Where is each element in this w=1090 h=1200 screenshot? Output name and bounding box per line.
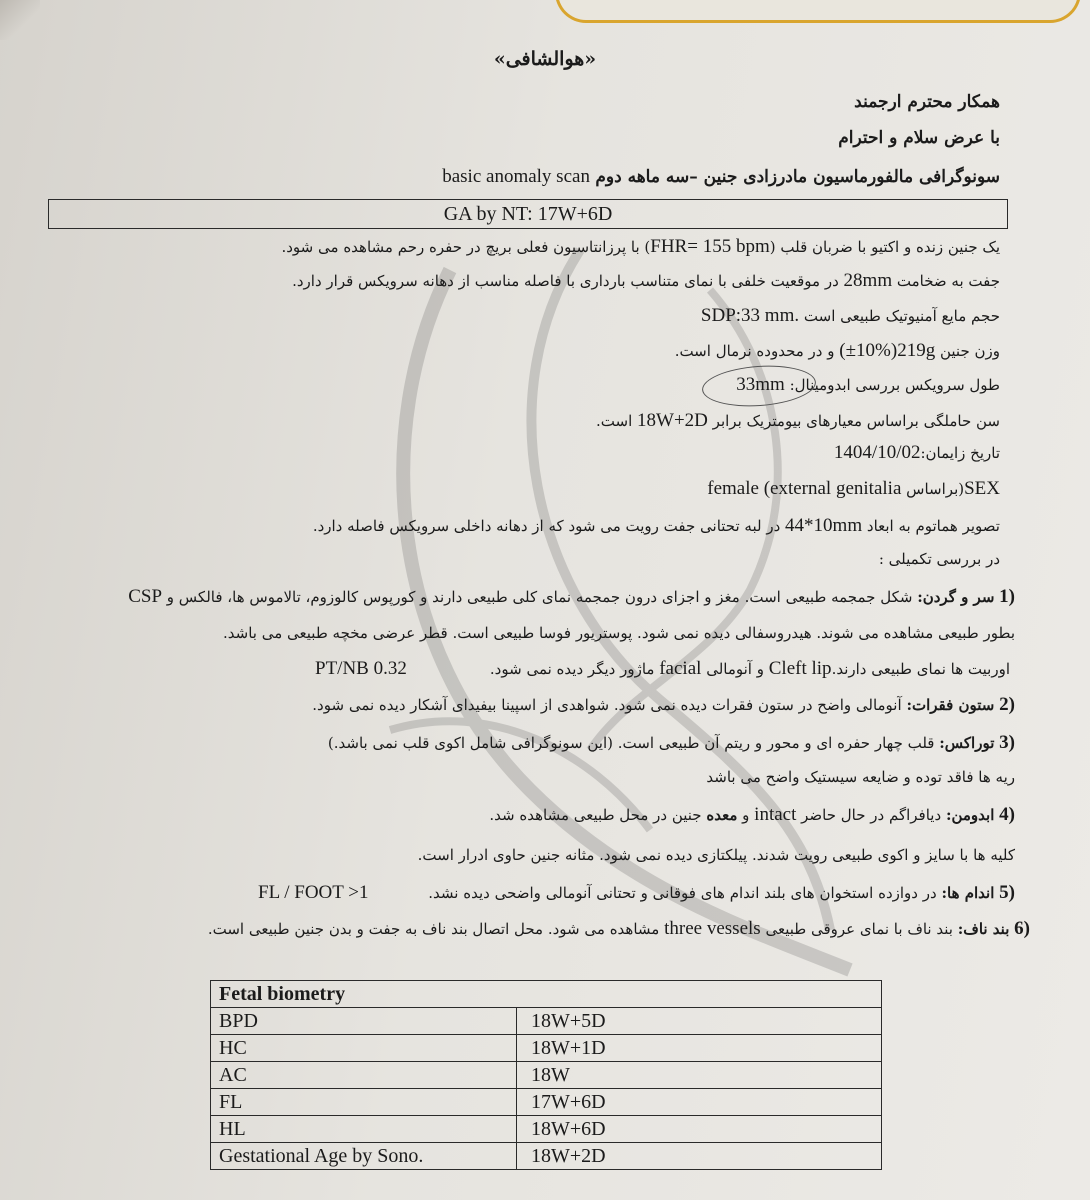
section-head-neck-line-2: بطور طبیعی مشاهده می شوند. هیدروسفالی دیده نمی شود. پوستریور فوسا طبیعی است. قطر عرضی مخچه طبیعی می باشد. xyxy=(223,624,1015,642)
biometry-value: 18W+5D xyxy=(517,1008,882,1035)
table-row xyxy=(211,1089,882,1116)
section-cord xyxy=(208,918,1030,940)
table-header: Fetal biometry xyxy=(211,981,882,1008)
report-title-fa: سونوگرافی مالفورماسیون مادرزادی جنین –سه ماهه دوم xyxy=(595,167,1000,187)
sex-label: SEX xyxy=(964,478,1000,499)
biometry-label: HL xyxy=(211,1116,517,1143)
weight-label: وزن جنین xyxy=(939,342,1000,360)
pt-nb-ratio: PT/NB 0.32 xyxy=(315,658,407,679)
section-2-title: ستون فقرات: xyxy=(906,696,995,714)
biometry-value: 18W xyxy=(517,1062,882,1089)
letterhead-invocation: «هوالشافی» xyxy=(493,48,597,70)
section-1-text: شکل جمجمه طبیعی است. مغز و اجزای درون جمجمه نمای کلی طبیعی دارند و کورپوس کالوزوم، تالاموس ها، فالکس و xyxy=(166,588,913,606)
cleft-lip-term: Cleft lip xyxy=(768,658,832,679)
section-1-title: سر و گردن: xyxy=(917,588,995,606)
biometry-label: FL xyxy=(211,1089,517,1116)
page-corner-shadow xyxy=(0,0,40,40)
ga-text: است. xyxy=(596,412,633,430)
section-2-number: 2) xyxy=(999,694,1015,715)
placenta-thickness: 28mm xyxy=(843,270,893,291)
biometry-label: BPD xyxy=(211,1008,517,1035)
finding-ga xyxy=(596,410,1000,432)
finding-sex xyxy=(707,478,1000,500)
heartbeat-text: یک جنین زنده و اکتیو با ضربان قلب ( xyxy=(769,238,1000,256)
section-3-text: قلب چهار حفره ای و محور و ریتم آن طبیعی است. (این سونوگرافی شامل اکوی قلب نمی باشد.) xyxy=(327,734,935,752)
cervix-label: طول سرویکس بررسی ابدومینال: xyxy=(789,376,1000,394)
hematoma-label: تصویر هماتوم به ابعاد xyxy=(866,517,1000,535)
anomaly-text: و آنومالی xyxy=(706,660,764,678)
ga-biometric-value: 18W+2D xyxy=(637,410,708,431)
section-abdomen xyxy=(489,804,1015,826)
due-date-value: 1404/10/02 xyxy=(833,442,921,463)
fhr-value: FHR= 155 bpm xyxy=(650,236,770,257)
finding-hematoma xyxy=(313,515,1000,537)
table-header-row xyxy=(211,981,882,1008)
finding-weight xyxy=(675,340,1000,362)
biometry-label: Gestational Age by Sono. xyxy=(211,1143,517,1170)
section-2-text: آنومالی واضح در ستون فقرات دیده نمی شود. شواهدی از اسپینا بیفیدای آشکار دیده نمی شود. xyxy=(312,696,902,714)
biometry-value: 17W+6D xyxy=(517,1089,882,1116)
sdp-value: SDP:33 mm. xyxy=(700,305,800,326)
sex-value: female (external genitalia xyxy=(707,478,902,499)
section-3-number: 3) xyxy=(999,732,1015,753)
finding-heartbeat xyxy=(281,236,1000,258)
section-limbs xyxy=(428,882,1015,904)
section-thorax xyxy=(328,732,1015,754)
fetal-biometry-table xyxy=(210,980,882,1170)
hematoma-size: 44*10mm xyxy=(785,515,863,536)
supplementary-heading: در بررسی تکمیلی : xyxy=(878,550,1000,568)
biometry-value: 18W+1D xyxy=(517,1035,882,1062)
and-text: و xyxy=(742,806,750,824)
letterhead-tab-decoration xyxy=(555,0,1081,23)
table-row xyxy=(211,1035,882,1062)
section-spine xyxy=(312,694,1015,716)
section-head-neck-line-3 xyxy=(490,658,1010,680)
biometry-value: 18W+6D xyxy=(517,1116,882,1143)
placenta-text: در موقعیت خلفی با نمای متناسب بارداری با فاصله مناسب از دهانه سرویکس قرار دارد. xyxy=(292,272,839,290)
three-vessels-term: three vessels xyxy=(664,918,761,939)
section-thorax-line-2: ریه ها فاقد توده و ضایعه سیستیک واضح می باشد xyxy=(706,768,1015,786)
finding-due-date xyxy=(834,442,1000,464)
section-3-title: توراکس: xyxy=(939,734,995,752)
amniotic-text: حجم مایع آمنیوتیک طبیعی است xyxy=(803,307,1000,325)
ga-label: سن حاملگی براساس معیارهای بیومتریک برابر xyxy=(712,412,1000,430)
table-row xyxy=(211,1116,882,1143)
section-4-title: ابدومن: xyxy=(945,806,995,824)
section-4-number: 4) xyxy=(999,804,1015,825)
section-abdomen-line-2: کلیه ها با سایز و اکوی طبیعی رویت شدند. پیلکتازی دیده نمی شود. مثانه جنین حاوی ادرار است. xyxy=(417,846,1015,864)
section-5-text: در دوازده استخوان های بلند اندام های فوقانی و تحتانی آنومالی واضحی دیده نشد. xyxy=(428,884,937,902)
cord-text: بند ناف با نمای عروقی طبیعی xyxy=(765,920,953,938)
salutation-line-2: با عرض سلام و احترام xyxy=(838,128,1000,148)
cord-insertion-text: مشاهده می شود. محل اتصال بند ناف به جفت و بدن جنین طبیعی است. xyxy=(207,920,660,938)
weight-text: و در محدوده نرمال است. xyxy=(674,342,835,360)
section-head-neck xyxy=(128,586,1015,608)
table-row xyxy=(211,1008,882,1035)
fl-foot-ratio: FL / FOOT >1 xyxy=(258,882,369,903)
ga-by-nt-box: GA by NT: 17W+6D xyxy=(48,199,1008,229)
placenta-label: جفت به ضخامت xyxy=(896,272,1000,290)
report-title-en: basic anomaly scan xyxy=(442,166,590,187)
finding-amniotic xyxy=(701,305,1000,327)
facial-term: facial xyxy=(659,658,702,679)
intact-term: intact xyxy=(754,804,797,825)
stomach-term: معده xyxy=(706,806,738,824)
biometry-value: 18W+2D xyxy=(517,1143,882,1170)
weight-value: (±10%)219g xyxy=(839,340,936,361)
sex-basis: (براساس xyxy=(906,480,965,498)
section-5-number: 5) xyxy=(999,882,1015,903)
section-1-number: 1) xyxy=(999,586,1015,607)
presentation-text: ) با پرزانتاسیون فعلی بریچ در حفره رحم مشاهده می شود. xyxy=(281,238,651,256)
salutation-line-1: همکار محترم ارجمند xyxy=(854,92,1000,112)
cervix-length: 33mm xyxy=(736,374,785,395)
hematoma-text: در لبه تحتانی جفت رویت می شود که از دهانه داخلی سرویکس فاصله دارد. xyxy=(312,517,781,535)
csp-term: CSP xyxy=(128,586,163,607)
section-6-title: بند ناف: xyxy=(957,920,1010,938)
stomach-text: جنین در محل طبیعی مشاهده شد. xyxy=(489,806,702,824)
biometry-label: HC xyxy=(211,1035,517,1062)
orbit-text: اوربیت ها نمای طبیعی دارند. xyxy=(831,660,1010,678)
section-6-number: 6) xyxy=(1014,918,1030,939)
table-row xyxy=(211,1143,882,1170)
due-date-label: تاریخ زایمان: xyxy=(920,444,1000,462)
table-row xyxy=(211,1062,882,1089)
diaphragm-text: دیافراگم در حال حاضر xyxy=(801,806,942,824)
section-5-title: اندام ها: xyxy=(941,884,995,902)
biometry-label: AC xyxy=(211,1062,517,1089)
finding-placenta xyxy=(292,270,1000,292)
report-title xyxy=(442,166,1000,188)
major-anomaly-text: ماژور دیگر دیده نمی شود. xyxy=(489,660,655,678)
